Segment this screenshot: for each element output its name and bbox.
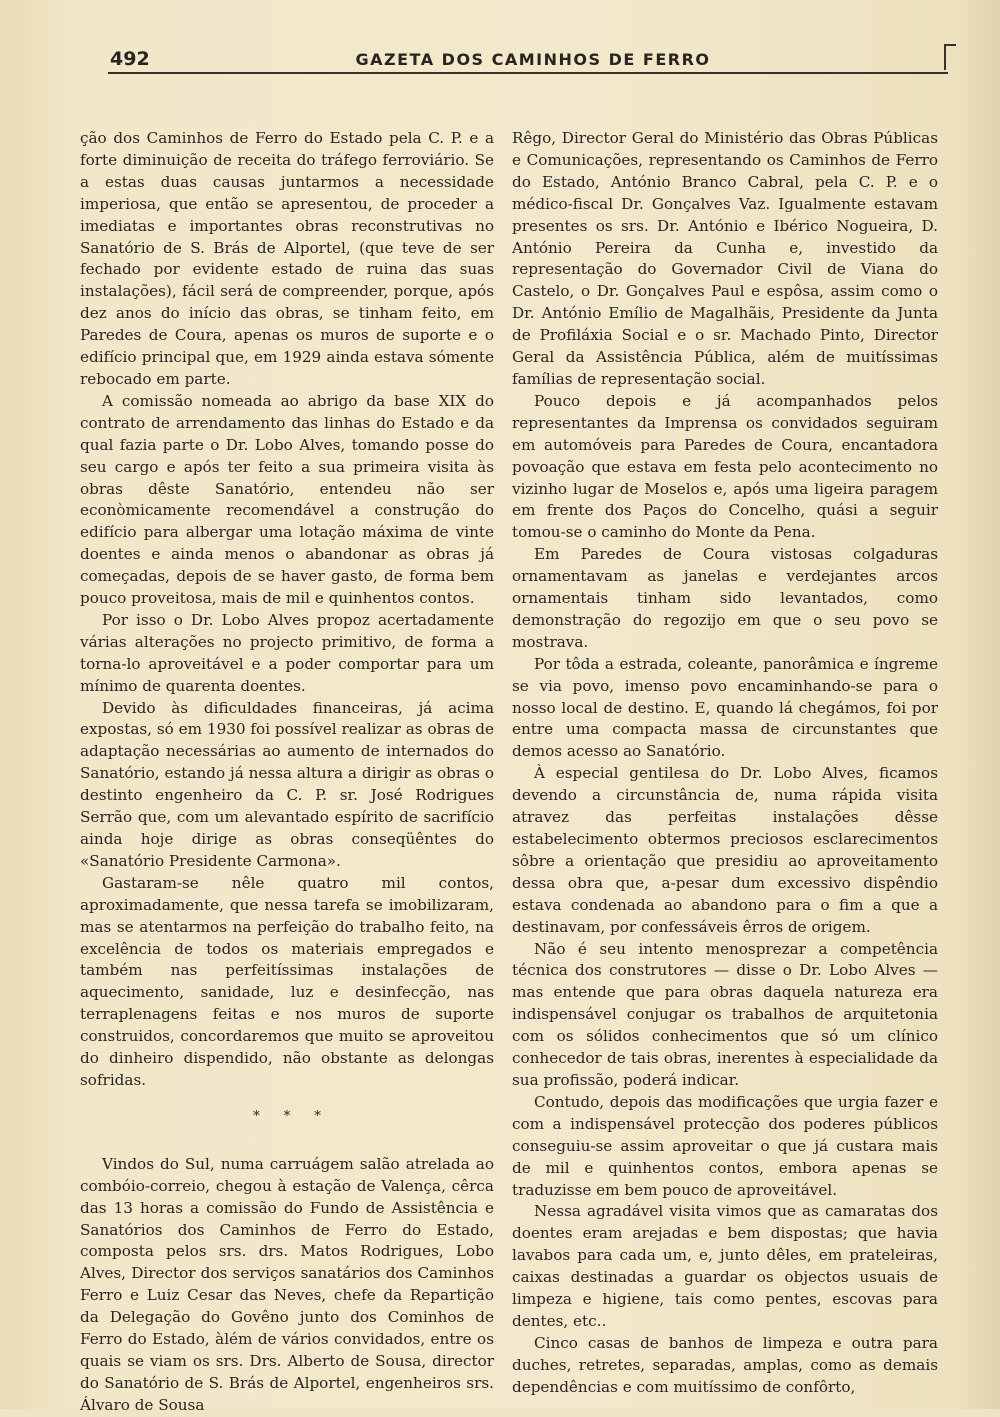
- paragraph: Vindos do Sul, numa carruágem salão atrelada ao combóio-correio, chegou à estação de Valença, cêrca das 13 horas a comissão do Fundo de Assistência e Sanatórios dos Caminhos de Ferro do Estado, composta pelos srs. drs. Matos Rodrigues, Lobo Alves, Director dos serviços sanatários dos Caminhos Ferro e Luiz Cesar das Neves, chefe da Repartição da Delegação do Govêno junto dos Cominhos de Ferro do Estado, àlém de vários convidados, entre os quais se viam os srs. Drs. Alberto de Sousa, director do Sanatório de S. Brás de Alportel, engenheiros srs. Álvaro de Sousa: [80, 1154, 494, 1414]
- header-rule: [108, 72, 948, 74]
- section-separator: * * *: [253, 1108, 331, 1124]
- paragraph: ção dos Caminhos de Ferro do Estado pela C. P. e a forte diminuição de receita do tráfego ferroviário. Se a estas duas causas juntarmos a necessidade imperiosa, que então se apresentou, de proceder a imediatas e importantes obras reconstrutivas no Sanatório de S. Brás de Alportel, (que teve de ser fechado por evidente estado de ruina das suas instalações), fácil será de compreender, porque, após dez anos do início das obras, se tinham feito, em Paredes de Coura, apenas os muros de suporte e o edifício principal que, em 1929 ainda estava sómente rebocado em parte.: [80, 129, 494, 388]
- corner-mark: [944, 44, 956, 70]
- paragraph: Em Paredes de Coura vistosas colgaduras ornamentavam as janelas e verdejantes arcos ornamentais tinham sido levantados, como demonstração do regozijo em que o seu povo se mostrava.: [512, 545, 938, 651]
- page-edge-shadow: [956, 0, 1000, 1409]
- running-header: [108, 44, 958, 74]
- right-column: [512, 128, 938, 1399]
- paragraph: Pouco depois e já acompanhados pelos representantes da Imprensa os convidados seguiram em automóveis para Paredes de Coura, encantadora povoação que estava em festa pelo acontecimento no vizinho lugar de Moselos e, após uma ligeira paragem em frente dos Paços do Concelho, quási a seguir tomou-se o caminho do Monte da Pena.: [512, 391, 938, 542]
- paragraph: Contudo, depois das modificações que urgia fazer e com a indispensável protecção dos poderes públicos conseguiu-se assim aproveitar o que já custara mais de mil e quinhentos contos, embora apenas se traduzisse em bem pouco de aproveitável.: [512, 1092, 938, 1199]
- paragraph: Cinco casas de banhos de limpeza e outra para duches, retretes, separadas, amplas, como as demais dependências e com muitíssimo de confôrto,: [512, 1333, 938, 1396]
- paragraph: Não é seu intento menosprezar a competência técnica dos construtores — disse o Dr. Lobo Alves — mas entende que para obras daquela natureza era indispensável conjugar os trabalhos de arquitetonia com os sólidos conhecimentos que só um clínico conhecedor de tais obras, inerentes à especialidade da sua profissão, poderá indicar.: [512, 939, 938, 1089]
- paragraph: Rêgo, Director Geral do Ministério das Obras Públicas e Comunicações, representando os Caminhos de Ferro do Estado, António Branco Cabral, pela C. P. e o médico-fiscal Dr. Gonçalves Vaz. Igualmente estavam presentes os srs. Dr. António e Ibérico Nogueira, D. António Pereira da Cunha e, investido da representação do Governador Civil de Viana do Castelo, o Dr. Gonçalves Paul e espôsa, assim como o Dr. António Emílio de Magalhãis, Presidente da Junta de Profiláxia Social e o sr. Machado Pinto, Director Geral da Assistência Pública, além de muitíssimas famílias de representação social.: [512, 129, 938, 388]
- paragraph: À especial gentilesa do Dr. Lobo Alves, ficamos devendo a circunstância de, numa rápida visita atravez das perfeitas instalações dêsse estabelecimento obtermos preciosos esclarecimentos sôbre a orientação que presidiu ao aproveitamento dessa obra que, a-pesar dum excessivo dispêndio estava condenada ao abandono para o fim a que a destinavam, por confessáveis êrros de origem.: [512, 764, 938, 936]
- paragraph: Por isso o Dr. Lobo Alves propoz acertadamente várias alterações no projecto primitivo, de forma a torna-lo aproveitável e a poder comportar para um mínimo de quarenta doentes.: [80, 610, 494, 695]
- paragraph: Por tôda a estrada, coleante, panorâmica e íngreme se via povo, imenso povo encaminhando-se para o nosso local de destino. E, quando lá chegámos, foi por entre uma compacta massa de circunstantes que demos acesso ao Sanatório.: [512, 654, 938, 761]
- paragraph: Nessa agradável visita vimos que as camaratas dos doentes eram arejadas e bem dispostas; que havia lavabos para cada um, e, junto dêles, em prateleiras, caixas destinadas a guardar os objectos usuais de limpeza e higiene, tais como pentes, escovas para dentes, etc..: [512, 1202, 938, 1330]
- paragraph: Devido às dificuldades financeiras, já acima expostas, só em 1930 foi possível realizar as obras de adaptação necessárias ao aumento de internados do Sanatório, estando já nessa altura a dirigir as obras o destinto engenheiro da C. P. sr. José Rodrigues Serrão que, com um alevantado espírito de sacrifício ainda hoje dirige as obras conseqüêntes do «Sanatório Presidente Carmona».: [80, 698, 494, 870]
- left-column: [80, 128, 494, 1417]
- journal-title: GAZETA DOS CAMINHOS DE FERRO: [355, 50, 711, 69]
- paragraph: Gastaram-se nêle quatro mil contos, aproximadamente, que nessa tarefa se imobilizaram, mas se atentarmos na perfeição do trabalho feito, na excelência de todos os materiais empregados e também nas perfeitíssimas instalações de aquecimento, sanidade, luz e desinfecção, nas terraplenagens feitas e nos muros de suporte construidos, concordaremos que muito se aproveitou do dinheiro dispendido, não obstante as delongas sofridas.: [80, 873, 494, 1089]
- page-number: 492: [110, 48, 150, 70]
- paragraph: A comissão nomeada ao abrigo da base XIX do contrato de arrendamento das linhas do Estado e da qual fazia parte o Dr. Lobo Alves, tomando posse do seu cargo e após ter feito a sua primeira visita às obras dêste Sanatório, entendeu não ser econòmicamente recomendável a construção do edifício para albergar uma lotação máxima de vinte doentes e ainda menos o abandonar as obras já começadas, depois de se haver gasto, de forma bem pouco proveitosa, mais de mil e quinhentos contos.: [80, 391, 494, 608]
